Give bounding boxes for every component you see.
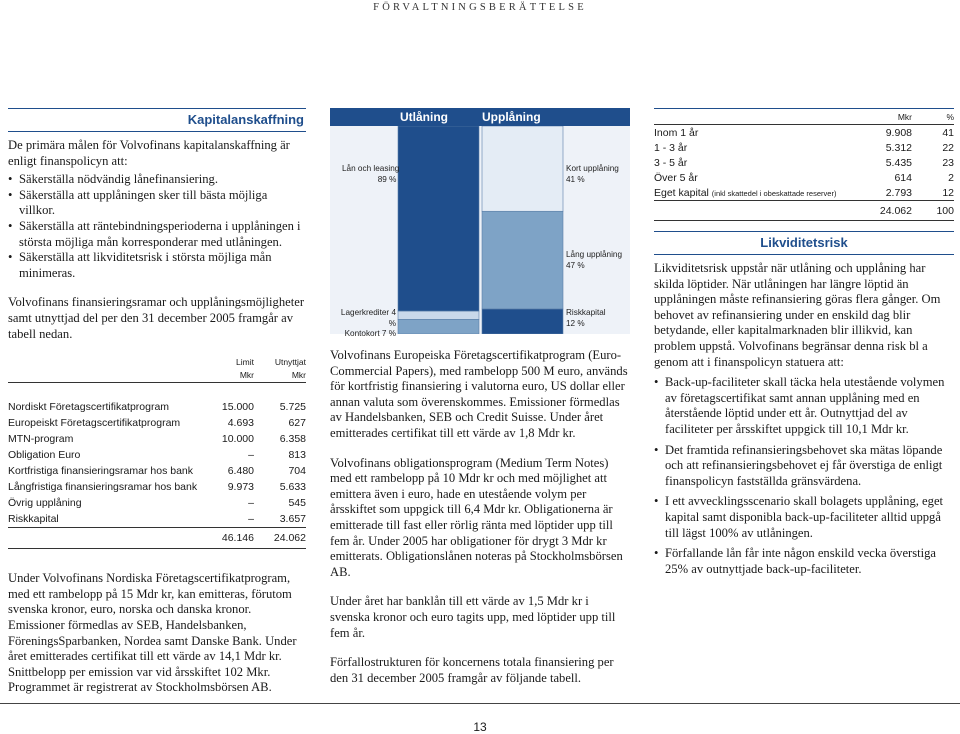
table-row: Över 5 år 614 2 <box>654 171 954 184</box>
goal-item: • Säkerställa nödvändig lånefinansiering. <box>8 172 306 188</box>
row-label: Riskkapital <box>8 511 206 528</box>
row-limit: 6.480 <box>227 465 254 478</box>
row-utnyttjat: 5.633 <box>279 481 306 494</box>
table-row <box>8 463 306 479</box>
financing-table <box>8 356 306 565</box>
col-header-utnyttjat: Utnyttjat <box>274 357 306 368</box>
table-row <box>8 399 306 415</box>
label-kort-upplaning: Kort upplåning 41 % <box>566 164 619 184</box>
table-total-row <box>654 201 954 221</box>
row-label: Obligation Euro <box>8 449 81 462</box>
policy-item: • Förfallande lån får inte någon enskild vecka överstiga 25% av outnyttjade back-up-faciliteter. <box>654 546 954 577</box>
funding-chart <box>330 108 630 338</box>
funding-chart-svg <box>330 126 630 334</box>
running-header: FÖRVALTNINGSBERÄTTELSE <box>373 2 587 13</box>
table-row: 3 - 5 år 5.435 23 <box>654 156 954 169</box>
section-title-likviditetsrisk: Likviditetsrisk <box>654 231 954 255</box>
table-header-row <box>654 109 954 125</box>
goal-list <box>8 172 306 281</box>
table-total-row <box>8 528 306 549</box>
bar-kort-upplaning <box>482 126 563 211</box>
goal-item: • Säkerställa att upplåningen sker till bästa möjliga villkor. <box>8 188 306 219</box>
goal-item: • Säkerställa att räntebindningsperioderna i upplåningen i största möjliga mån korresponderar med utlåningen. <box>8 219 306 250</box>
ramar-paragraph: Volvofinans finansieringsramar och upplåningsmöjligheter samt utnyttjad del per den 31 december 2005 framgår av tabell nedan. <box>8 295 305 341</box>
row-limit: 9.973 <box>227 481 254 494</box>
nordiska-paragraph: Under Volvofinans Nordiska Företagscertifikatprogram, med ett rambelopp på 15 Mdr kr, kan emitteras, förutom svenska kronor, euro, norska och danska kronor. Emissioner förmedlas av SEB, Handelsbanken, FöreningsSparbanken, Nordea samt Danske Bank. Under året emitterades certifikat till ett värde av 14,1 Mdr kr. Snittbelopp per emission var vid årsskiftet 102 Mkr. Programmet är registrerat av Stockholmsbörsen AB. <box>8 571 297 695</box>
bar-lan-och-leasing <box>398 126 479 311</box>
chart-header-bar <box>330 108 630 126</box>
bar-kontokort <box>398 319 479 334</box>
likviditet-paragraph: Likviditetsrisk uppstår när utlåning och upplåning har skilda löptider. När utlåningen har längre löptid än upplåningen måste refinansiering göras flera gånger. Om behovet av refinansiering under en enskild dag blir betydande, eller kapitalmarknaden blir illikvid, kan problem uppstå. Volvofinans begränsar denna risk bl a genom att i finanspolicyn statuera att: <box>654 261 941 369</box>
col-header-limit: Limit <box>236 357 254 368</box>
row-utnyttjat: 5.725 <box>279 401 306 414</box>
table-header-row <box>8 356 306 368</box>
col-header-pct: % <box>912 109 954 125</box>
row-utnyttjat: 3.657 <box>254 511 306 528</box>
table-row: 1 - 3 år 5.312 22 <box>654 141 954 154</box>
row-utnyttjat: 545 <box>288 497 306 510</box>
label-riskkapital: Riskkapital 12 % <box>566 308 606 328</box>
row-utnyttjat: 627 <box>288 417 306 430</box>
goal-item: • Säkerställa att likviditetsrisk i största möjliga mån minimeras. <box>8 250 306 281</box>
table-row: Eget kapital (inkl skattedel i obeskattade reserver) 2.793 12 <box>654 186 954 199</box>
europeiska-paragraph: Volvofinans Europeiska Företagscertifikatprogram (Euro-Commercial Papers), med rambelopp 500 M euro, används för kortfristig finansiering i valutorna euro, US dollar eller annan valuta som överenskommes. Emissioner förmedlas av Handelsbanken, SEB och Credit Suisse. Under året emitterades certifikat till ett värde av 1,8 Mdr kr. <box>330 348 628 440</box>
table-row <box>8 431 306 447</box>
row-limit: – <box>206 511 254 528</box>
row-label: Långfristiga finansieringsramar hos bank <box>8 481 198 494</box>
row-limit: – <box>248 497 254 510</box>
table-row: Inom 1 år 9.908 41 <box>654 126 954 139</box>
row-utnyttjat: 6.358 <box>279 433 306 446</box>
kapitalanskaffning-column <box>8 108 306 696</box>
col-header-unit: Mkr <box>254 368 306 383</box>
policy-item: • Back-up-faciliteter skall täcka hela utestående volymen av företagscertifikat samt annan upplåning med en återstående löptid under ett år. Outnyttjad del av faciliteter per årsskiftet uppgick till 10,1 Mdr kr. <box>654 375 954 437</box>
chart-head-utlaning: Utlåning <box>400 110 448 124</box>
page-number: 13 <box>473 720 487 734</box>
label-lan-och-leasing: Lån och leasing 89 % <box>342 164 400 184</box>
row-utnyttjat: 704 <box>288 465 306 478</box>
label-lang-upplaning: Lång upplåning 47 % <box>566 250 623 270</box>
row-limit: 10.000 <box>221 433 254 446</box>
row-limit: – <box>248 449 254 462</box>
col-header-mkr: Mkr <box>854 109 912 125</box>
chart-head-upplaning: Upplåning <box>482 110 541 124</box>
intro-paragraph: De primära målen för Volvofinans kapitalanskaffning är enligt finanspolicyn att: <box>8 138 290 168</box>
likviditet-column <box>654 108 954 577</box>
banklan-paragraph: Under året har banklån till ett värde av 1,5 Mdr kr i svenska kronor och euro tagits upp, med löptider upp till fem år. <box>330 594 616 640</box>
table-row <box>8 495 306 511</box>
bar-lagerkrediter <box>398 311 479 319</box>
obligation-paragraph: Volvofinans obligationsprogram (Medium Term Notes) med ett rambelopp på 10 Mdr kr och med möjlighet att emittera även i euro, hade en utestående volym per årsskiftet som uppgick till 6,4 Mdr kr. Obligationerna är emitterade till fast eller rörlig ränta med löptider upp till fem år. Under 2005 har obligationer för drygt 3 Mdr kr emitterats. Obligationslånen noteras på Stockholmsbörsen AB. <box>330 455 623 579</box>
row-limit: 4.693 <box>227 417 254 430</box>
table-row <box>8 415 306 431</box>
total-pct: 100 <box>912 201 954 221</box>
footer-rule <box>0 703 960 704</box>
table-row <box>8 511 306 528</box>
table-header-row <box>8 368 306 383</box>
row-limit: 15.000 <box>221 401 254 414</box>
row-utnyttjat: 813 <box>288 449 306 462</box>
chart-column <box>330 108 630 686</box>
bar-lang-upplaning <box>482 211 563 309</box>
row-label: Europeiskt Företagscertifikatprogram <box>8 417 181 430</box>
total-limit: 46.146 <box>221 532 254 545</box>
row-label: MTN-program <box>8 433 74 446</box>
total-utnyttjat: 24.062 <box>273 532 306 545</box>
bar-riskkapital <box>482 309 563 334</box>
policy-item: • Det framtida refinansieringsbehovet ska mätas löpande och att refinansieringsbehovet ej får överstiga de enligt finanspolicyn fastställda gränsvärdena. <box>654 443 954 490</box>
policy-item: • I ett avvecklingsscenario skall bolagets upplåning, eget kapital samt disponibla back-up-faciliteter alltid uppgå till lägst 100% av utlåningen. <box>654 494 954 541</box>
table-row <box>8 447 306 463</box>
label-lagerkrediter-kontokort: Lagerkrediter 4 % Kontokort 7 % <box>340 308 396 338</box>
row-label: Övrig upplåning <box>8 497 82 510</box>
policy-list <box>654 375 954 577</box>
eget-kapital-label: Eget kapital (inkl skattedel i obeskattade reserver) <box>654 185 854 201</box>
col-header-unit: Mkr <box>206 368 254 383</box>
maturity-table <box>654 109 954 221</box>
forfallo-paragraph: Förfallostrukturen för koncernens totala finansiering per den 31 december 2005 framgår av följande tabell. <box>330 655 614 685</box>
section-title-kapitalanskaffning: Kapitalanskaffning <box>8 108 306 132</box>
row-label: Kortfristiga finansieringsramar hos bank <box>8 465 194 478</box>
total-mkr: 24.062 <box>854 201 912 221</box>
row-label: Nordiskt Företagscertifikatprogram <box>8 401 170 414</box>
table-row <box>8 479 306 495</box>
